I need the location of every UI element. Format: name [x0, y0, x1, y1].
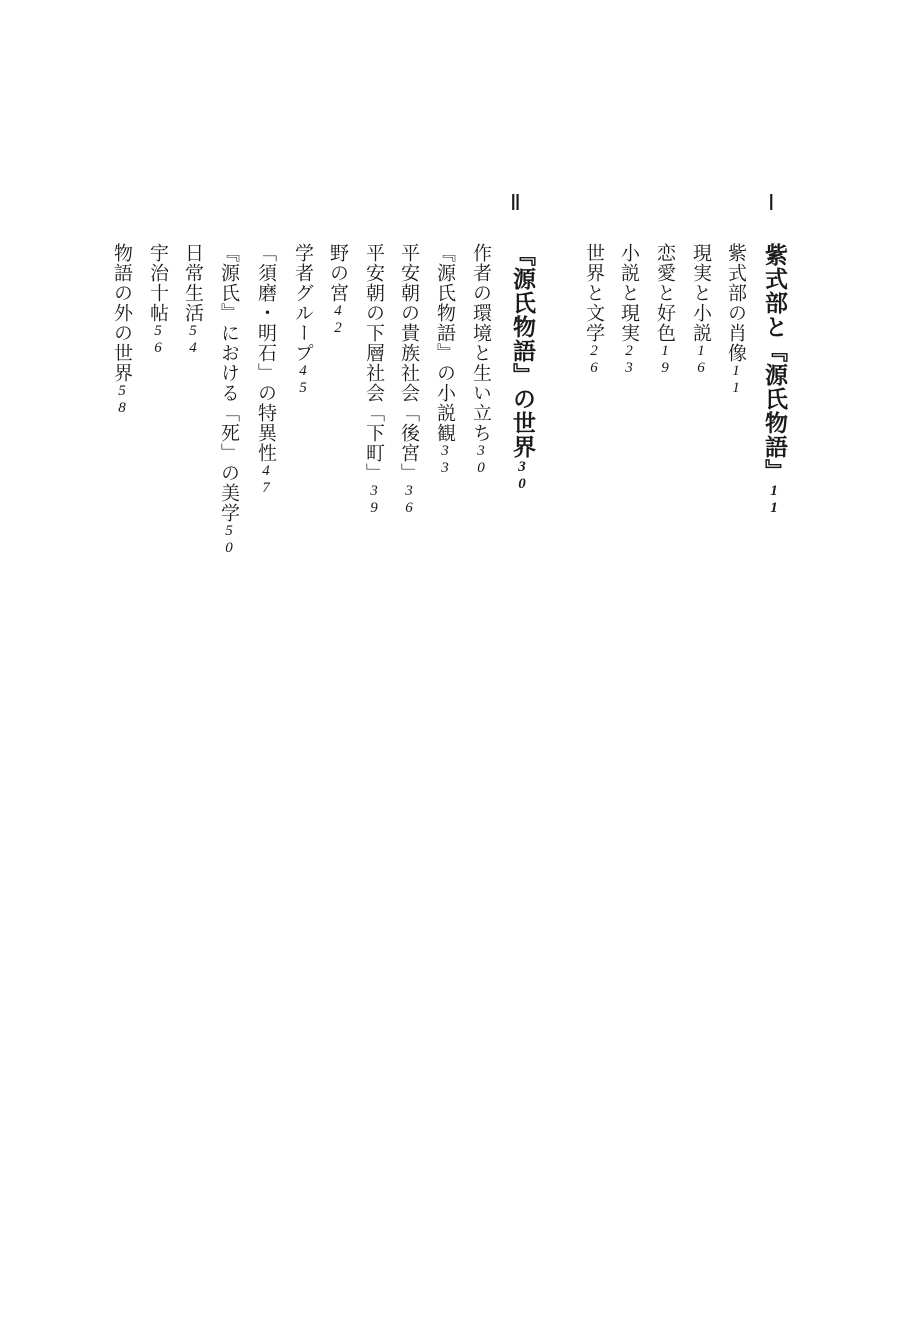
toc-item-2-1[interactable] [468, 243, 503, 477]
part2-numeral: Ⅱ [510, 190, 521, 215]
part2-title[interactable] [506, 243, 544, 493]
toc-item-page: 30 [473, 443, 489, 477]
toc-item-title: 宇治十帖 [147, 243, 169, 323]
part2-title-text: 『源氏物語』の世界 [509, 243, 536, 459]
part2-title-page: 30 [514, 459, 530, 493]
toc-item-page: 58 [114, 383, 130, 417]
toc-item-page: 47 [258, 463, 274, 497]
toc-item-1-5[interactable] [581, 243, 616, 377]
toc-item-page: 33 [437, 443, 453, 477]
toc-item-title: 学者グループ [292, 243, 314, 363]
toc-item-2-7[interactable] [253, 243, 288, 497]
toc-item-title: 野の宮 [327, 243, 349, 303]
toc-item-page: 42 [330, 303, 346, 337]
toc-item-1-4[interactable] [616, 243, 651, 377]
toc-item-title: 世界と文学 [583, 243, 605, 343]
toc-item-page: 26 [586, 343, 602, 377]
part1-title-page: 11 [766, 483, 782, 517]
toc-item-page: 36 [401, 483, 417, 517]
toc-item-title: 恋愛と好色 [654, 243, 676, 343]
toc-item-title: 『源氏』における「死」の美学 [218, 243, 240, 523]
toc-item-2-10[interactable] [145, 243, 180, 357]
toc-item-2-6[interactable] [290, 243, 325, 397]
toc-item-title: 平安朝の下層社会「下町」 [363, 243, 385, 483]
toc-item-page: 45 [295, 363, 311, 397]
toc-item-page: 16 [693, 343, 709, 377]
toc-item-title: 現実と小説 [690, 243, 712, 343]
toc-item-title: 「須磨・明石」の特異性 [255, 243, 277, 463]
toc-item-2-2[interactable] [432, 243, 467, 477]
toc-item-title: 紫式部の肖像 [725, 243, 747, 363]
toc-item-2-9[interactable] [180, 243, 215, 357]
toc-item-title: 平安朝の貴族社会「後宮」 [398, 243, 420, 483]
toc-item-1-1[interactable] [723, 243, 758, 397]
part1-title[interactable] [758, 243, 796, 517]
toc-item-2-5[interactable] [325, 243, 360, 337]
toc-item-1-3[interactable] [652, 243, 687, 377]
toc-item-title: 日常生活 [182, 243, 204, 323]
toc-item-page: 50 [221, 523, 237, 557]
toc-item-2-8[interactable] [216, 243, 251, 557]
part1-title-text: 紫式部と『源氏物語』 [761, 243, 788, 483]
toc-item-title: 作者の環境と生い立ち [470, 243, 492, 443]
toc-item-2-11[interactable] [109, 243, 144, 417]
part1-numeral: Ⅰ [768, 190, 775, 215]
toc-item-page: 19 [657, 343, 673, 377]
toc-item-page: 56 [150, 323, 166, 357]
toc-item-page: 54 [185, 323, 201, 357]
toc-item-1-2[interactable] [688, 243, 723, 377]
toc-item-2-4[interactable] [361, 243, 396, 517]
toc-item-title: 『源氏物語』の小説観 [434, 243, 456, 443]
toc-item-page: 11 [728, 363, 744, 397]
toc-item-title: 小説と現実 [618, 243, 640, 343]
toc-item-2-3[interactable] [396, 243, 431, 517]
toc-item-page: 23 [621, 343, 637, 377]
toc-item-title: 物語の外の世界 [111, 243, 133, 383]
toc-item-page: 39 [366, 483, 382, 517]
